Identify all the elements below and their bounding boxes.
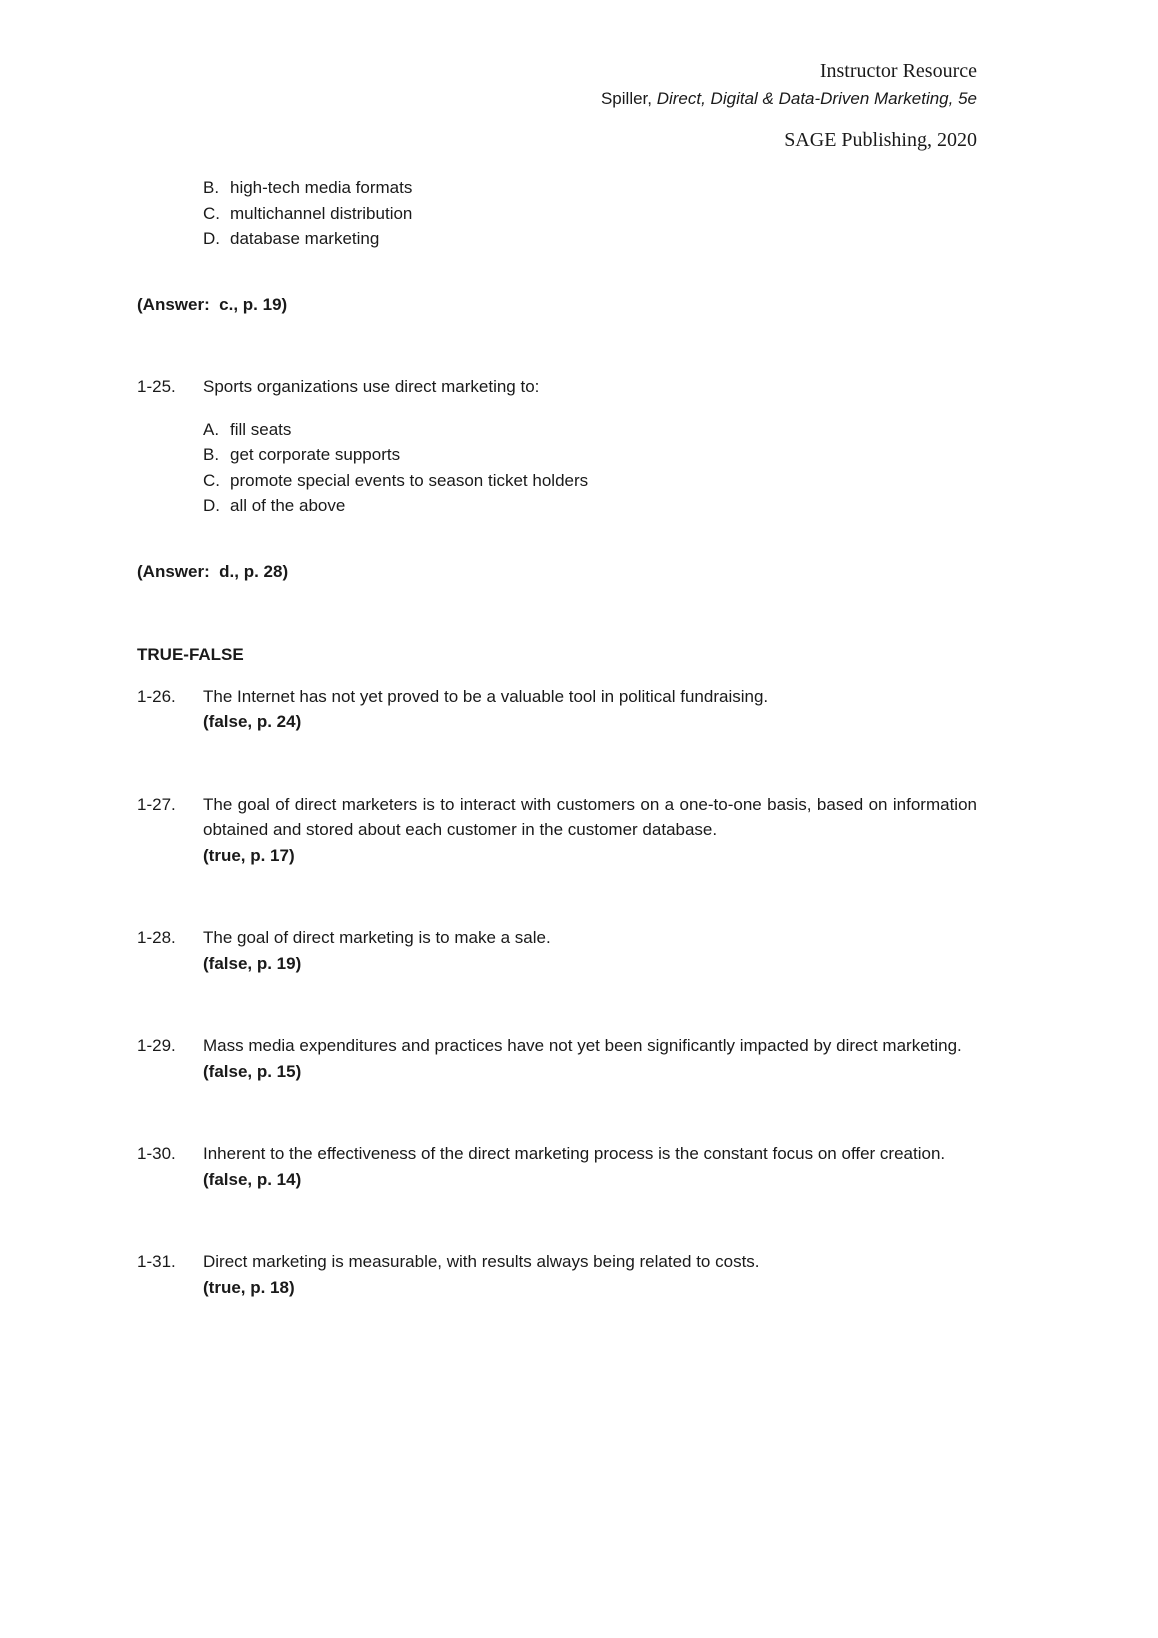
- leftover-options-list: [203, 175, 977, 252]
- options-list: [203, 417, 977, 519]
- header-instructor-resource: Instructor Resource: [819, 60, 977, 82]
- question-block-1-31: [137, 1249, 977, 1300]
- answer-key: (true, p. 18): [203, 1277, 295, 1297]
- question-body: [203, 1033, 977, 1084]
- question-number: 1-28.: [137, 928, 176, 947]
- answer-line: (Answer: d., p. 28): [137, 561, 289, 581]
- answer-key: (false, p. 14): [203, 1169, 302, 1189]
- question-number: 1-29.: [137, 1036, 176, 1055]
- question-block-1-28: [137, 925, 977, 976]
- question-number: 1-30.: [137, 1144, 176, 1163]
- question-number: 1-27.: [137, 794, 176, 814]
- option-row: [203, 493, 977, 519]
- question-block-1-30: [137, 1141, 977, 1192]
- question-text: Direct marketing is measurable, with results always being related to costs.: [203, 1252, 760, 1271]
- answer-line: (Answer: c., p. 19): [137, 294, 288, 314]
- question-text: The goal of direct marketing is to make a sale.: [203, 928, 551, 947]
- question-body: [203, 1249, 977, 1300]
- option-row: [203, 201, 977, 227]
- answer-key: (false, p. 15): [203, 1061, 302, 1081]
- option-letter: A.: [203, 419, 220, 439]
- option-row: [203, 442, 977, 468]
- option-letter: B.: [203, 178, 220, 197]
- answer-key: (true, p. 17): [203, 845, 295, 865]
- question-body: [203, 1141, 977, 1192]
- question-block-1-29: [137, 1033, 977, 1084]
- question-body: [203, 684, 977, 735]
- option-text: fill seats: [230, 419, 292, 439]
- option-letter: C.: [203, 203, 220, 223]
- option-row: [203, 226, 977, 252]
- question-text: The Internet has not yet proved to be a valuable tool in political fundraising.: [203, 686, 769, 706]
- question-block-1-27: [137, 792, 977, 869]
- header-book-title: Direct, Digital & Data-Driven Marketing, 5e: [656, 89, 977, 108]
- option-letter: D.: [203, 229, 220, 248]
- question-text: Mass media expenditures and practices have not yet been significantly impacted by direct marketing.: [203, 1036, 962, 1055]
- answer-key: (false, p. 19): [203, 953, 302, 973]
- section-heading-true-false: TRUE-FALSE: [137, 645, 244, 664]
- option-text: promote special events to season ticket holders: [230, 470, 589, 490]
- question-body: [203, 792, 977, 869]
- header-publisher: SAGE Publishing, 2020: [784, 129, 977, 151]
- option-text: multichannel distribution: [230, 203, 413, 223]
- question-number: 1-26.: [137, 686, 176, 706]
- question-text: Sports organizations use direct marketing to:: [203, 377, 540, 396]
- option-letter: C.: [203, 470, 220, 490]
- option-text: high-tech media formats: [230, 178, 413, 197]
- question-block-1-26: [137, 684, 977, 735]
- question-text: Inherent to the effectiveness of the direct marketing process is the constant focus on offer creation.: [203, 1144, 946, 1163]
- question-body: [203, 925, 977, 976]
- question-text: The goal of direct marketers is to interact with customers on a one-to-one basis, based on information obtained and stored about each customer in the customer database.: [203, 794, 977, 839]
- option-letter: B.: [203, 445, 220, 464]
- header-author: Spiller,: [600, 89, 657, 108]
- option-text: get corporate supports: [230, 445, 401, 464]
- document-header: [137, 58, 977, 154]
- option-text: all of the above: [230, 496, 346, 515]
- answer-key: (false, p. 24): [203, 712, 302, 731]
- question-block-1-25: [137, 374, 977, 519]
- question-number: 1-25.: [137, 377, 176, 396]
- option-row: [203, 468, 977, 494]
- header-book-citation: [137, 85, 977, 112]
- option-row: [203, 417, 977, 443]
- option-text: database marketing: [230, 229, 380, 248]
- question-number: 1-31.: [137, 1252, 176, 1271]
- option-row: [203, 175, 977, 201]
- option-letter: D.: [203, 496, 220, 515]
- question-body: [203, 374, 977, 519]
